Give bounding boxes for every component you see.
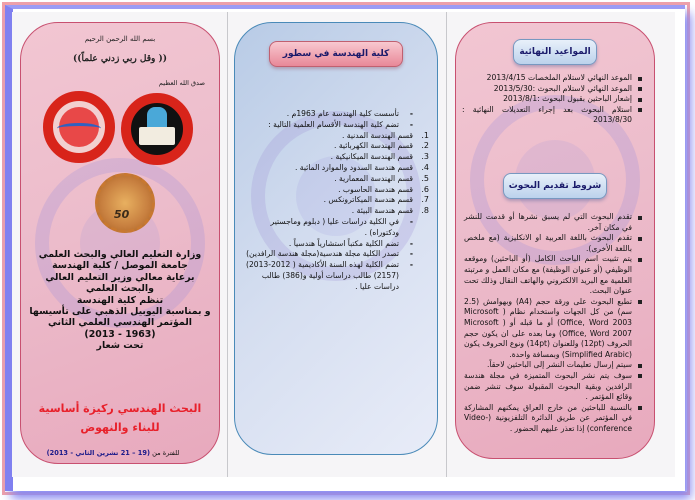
- slogan-line-1: البحث الهندسي ركيزة أساسية: [38, 402, 202, 415]
- quran-verse: ((وقل ربي زدني علماً )): [72, 54, 168, 64]
- deadline-item: الموعد النهائي لاستلام البحوث :2013/5/30: [462, 84, 644, 95]
- patronage-line-2: والبحث العلمي: [86, 283, 154, 295]
- list-item: - في الكلية دراسات عليا ( دبلوم وماجستير ودكتوراه) .: [245, 217, 417, 239]
- departments-list: [245, 131, 431, 217]
- fold-line-left: [227, 12, 228, 477]
- basmala: بسم الله الرحمن الرحيم: [84, 35, 156, 43]
- list-item: - تأسست كلية الهندسة عام 1963م .: [245, 109, 417, 120]
- deadlines-section: [462, 73, 644, 126]
- department-item: 7. قسم هندسة الميكاترونكس .: [323, 195, 429, 205]
- condition-item: تطبع البحوث على ورقة حجم (A4) وبهوامش (2.5 سم) من كل الجهات واستخدام نظام ( Microsoft Office, Word 2003) أو ما قبله أو ( Microsoft Office, Word 2007) وما بعده على ان يكون حجم الحروف (12pt) وللعنوان (14pt) ونوع الحروف يكون (Simplified Arabic) وبمسافة واحدة.: [464, 297, 644, 361]
- department-item: 3. قسم الهندسة الميكانيكية .: [330, 152, 429, 162]
- list-item: - تصدر الكلية مجلة هندسية(مجلة هندسة الرافدين): [245, 249, 417, 260]
- ministry-line: وزارة التعليم العالي والبحث العلمي: [38, 249, 202, 260]
- occasion-line: و بمناسبة اليوبيل الذهبي على تأسيسها: [29, 306, 211, 318]
- organizer-statement: [27, 249, 213, 352]
- condition-item: سوف يتم نشر البحوث المتميزة في مجلة هندسة الرافدين وبقية البحوث المقبولة سوف تنشر ضمن وقائع المؤتمر .: [464, 371, 644, 403]
- conference-name: المؤتمر الهندسي العلمي الثاني: [48, 317, 192, 329]
- patronage-line: برعاية معالي وزير التعليم العالي: [45, 271, 195, 283]
- jubilee-number: 50: [114, 208, 130, 221]
- condition-item: يتم تثبيت اسم الباحث الكامل (أو الباحثين) وموقعه الوظيفي (أو عنوان الوظيفة) مع مكان العمل و مرتبته العلمية مع البريد الالكتروني والهاتف النقال وذلك تحت عنوان البحث.: [464, 254, 644, 296]
- submission-conditions-title: شروط تقديم البحوث: [503, 173, 607, 199]
- facts-list: [245, 217, 417, 293]
- organizer-line: تنظم كلية الهندسة: [76, 294, 164, 306]
- fold-line-right: [446, 12, 447, 477]
- intro-list: [245, 109, 417, 131]
- condition-item: تقدم البحوث التي لم يسبق نشرها أو قدمت للنشر في مكان آخر.: [464, 212, 644, 233]
- college-overview-content: [245, 109, 429, 293]
- deadlines-title: المواعيد النهائية: [513, 39, 597, 65]
- list-item: - تضم الكلية مكتباً استشارياً هندسياً .: [245, 239, 417, 250]
- college-of-engineering-logo-icon: [43, 91, 115, 163]
- department-item: 1. قسم الهندسة المدنية .: [341, 130, 429, 140]
- list-item: - تضم الكلية لهذه السنة الأكاديمية ( 2012-2013) (2157) طالب دراسات أولية و(386) طالب دراسات عليا .: [245, 260, 417, 292]
- condition-item: بالنسبة للباحثين من خارج العراق يمكنهم المشاركة في المؤتمر عن طريق الدائرة التلفزيونية (Video-conference) إذا تعذر عليهم الحضور .: [464, 403, 644, 435]
- deadline-item: الموعد النهائي لاستلام الملخصات 2013/4/15: [462, 73, 644, 84]
- department-item: 8. قسم هندسة البيئة .: [351, 206, 429, 216]
- college-overview-title: كلية الهندسة في سطور: [269, 41, 403, 67]
- conditions-list: [464, 212, 644, 434]
- deadline-item: استلام البحوث بعد إجراء التعديلات النهائية : 2013/8/30: [462, 105, 644, 126]
- condition-item: سيتم إرسال تعليمات النشر إلى الباحثين لاحقاً.: [464, 360, 644, 371]
- conference-period: [21, 449, 205, 457]
- slogan-line-2: للبناء والنهوض: [80, 421, 160, 434]
- year-range: (1963 - 2013): [84, 328, 156, 340]
- cover-panel: [20, 22, 220, 464]
- period-dates: (19 – 21 تشرين الثاني - 2013): [46, 449, 150, 457]
- university-line: جامعة الموصل / كلية الهندسة: [52, 260, 188, 272]
- period-prefix: للفترة من: [149, 449, 180, 457]
- deadlines-conditions-panel: [455, 22, 655, 459]
- brochure-sheet: [12, 12, 675, 477]
- college-overview-panel: [234, 22, 438, 455]
- deadlines-list: [462, 73, 644, 126]
- department-item: 6. قسم هندسة الحاسوب .: [338, 184, 429, 194]
- conference-slogan: [25, 399, 215, 437]
- department-item: 4. قسم هندسة السدود والموارد المائية .: [294, 162, 429, 172]
- slogan-intro: تحت شعار: [96, 340, 144, 352]
- conditions-section: [464, 212, 644, 434]
- list-item: - تضم كلية الهندسة الأقسام العلمية التالية :: [245, 120, 417, 131]
- department-item: 2. قسم الهندسة الكهربائية .: [334, 141, 429, 151]
- condition-item: تقدم البحوث باللغة العربية او الانكليزية (مع ملخص باللغة الأخرى).: [464, 233, 644, 254]
- deadline-item: إشعار الباحثين بقبول البحوث :2013/8/1: [462, 94, 644, 105]
- university-of-mosul-logo-icon: [121, 93, 193, 165]
- department-item: 5. قسم الهندسة المعمارية .: [334, 173, 429, 183]
- sadaq-allah: صدق الله العظيم: [158, 79, 205, 87]
- golden-jubilee-logo-icon: [95, 173, 155, 233]
